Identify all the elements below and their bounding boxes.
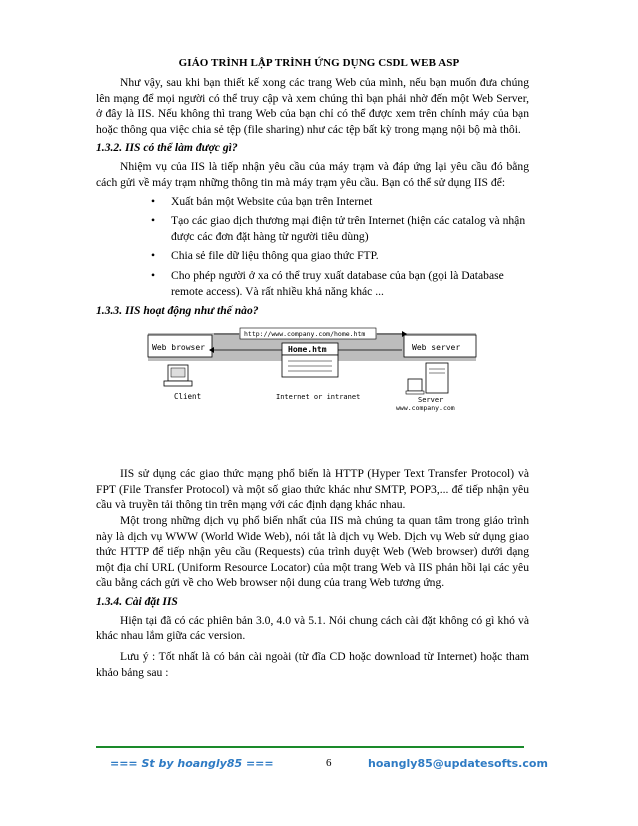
- browser-label: Web browser: [152, 343, 205, 353]
- server-host: www.company.com: [396, 404, 455, 413]
- iis-diagram-svg: [96, 323, 529, 433]
- page-header: GIÁO TRÌNH LẬP TRÌNH ỨNG DỤNG CSDL WEB ASP: [178, 57, 460, 69]
- bullet-icon: •: [151, 249, 156, 263]
- file-label: Home.htm: [288, 345, 327, 355]
- client-label: Client: [174, 392, 202, 402]
- section-heading: 1.3.2. IIS có thể làm được gì?: [96, 141, 238, 155]
- computer-icon: [164, 365, 192, 386]
- paragraph: Như vậy, sau khi bạn thiết kế xong các trang Web của mình, nếu bạn muốn đưa chúng lên mạng để mọi người có thể truy cập và xem chúng thì bạn phải nhờ đến một Web Server, ở đây là IIS. Nếu không thì trang Web của bạn chỉ có thể được xem trên chính máy của bạn hoặc thông qua việc chia sẻ tệp (file sharing) như các tệp bất kỳ trong mạng nội bộ mà thôi.: [96, 76, 529, 136]
- list-item: • Cho phép người ở xa có thể truy xuất database của bạn (gọi là Database remote access). Và rất nhiều khả năng khác ...: [151, 268, 504, 298]
- list-item: • Chia sẻ file dữ liệu thông qua giao thức FTP.: [151, 249, 379, 263]
- bullet-icon: •: [151, 214, 156, 228]
- server-label: Server: [418, 396, 444, 405]
- section-heading: 1.3.4. Cài đặt IIS: [96, 594, 178, 608]
- footer-divider: [96, 746, 524, 748]
- list-item: • Xuất bản một Website của bạn trên Internet: [151, 194, 373, 208]
- footer-email: hoangly85@updatesofts.com: [368, 757, 548, 770]
- iis-diagram: [96, 323, 529, 433]
- server-icon: [406, 363, 448, 394]
- paragraph: Lưu ý : Tốt nhất là có bản cài ngoài (từ đĩa CD hoặc download từ Internet) hoặc tham khảo bảng sau :: [96, 650, 529, 679]
- paragraph: Một trong những dịch vụ phổ biến nhất của IIS mà chúng ta quan tâm trong giáo trình này là dịch vụ WWW (World Wide Web), nói tắt là dịch vụ Web. Dịch vụ Web sử dụng giao thức HTTP để tiếp nhận yêu cầu (Requests) của trình duyệt Web (Web browser) dưới dạng một địa chỉ URL (Uniform Resource Locator) của một trang Web và IIS phản hồi lại các yêu cầu bằng cách gửi về cho Web browser nội dung của trang Web tương ứng.: [96, 513, 529, 590]
- internet-label: Internet or intranet: [276, 393, 361, 402]
- bullet-icon: •: [151, 268, 156, 282]
- paragraph: Nhiệm vụ của IIS là tiếp nhận yêu cầu của máy trạm và đáp ứng lại yêu cầu đó bằng cách gửi về máy trạm những thông tin mà máy trạm yêu cầu. Bạn có thể sử dụng IIS để:: [96, 160, 529, 189]
- bullet-icon: •: [151, 194, 156, 208]
- paragraph: IIS sử dụng các giao thức mạng phổ biến là HTTP (Hyper Text Transfer Protocol) và FPT (File Transfer Protocol) và một số giao thức khác như SMTP, POP3,... để tiếp nhận yêu cầu và truyền tải thông tin trên mạng với các định dạng khác nhau.: [96, 467, 529, 512]
- bullet-list: [96, 194, 529, 300]
- paragraph: Hiện tại đã có các phiên bản 3.0, 4.0 và 5.1. Nói chung cách cài đặt không có gì khó và khác nhau lắm giữa các version.: [96, 613, 529, 643]
- page-content: [96, 75, 529, 680]
- page-number: 6: [326, 757, 332, 769]
- list-item: • Tạo các giao dịch thương mại điện tử trên Internet (hiện các catalog và nhận được các đơn đặt hàng từ người tiêu dùng): [151, 214, 526, 243]
- server-box-label: Web server: [412, 343, 461, 353]
- footer-author: === St by hoangly85 ===: [110, 757, 274, 770]
- url-text: http://www.company.com/home.htm: [244, 330, 366, 339]
- section-heading: 1.3.3. IIS hoạt động như thế nào?: [96, 304, 259, 318]
